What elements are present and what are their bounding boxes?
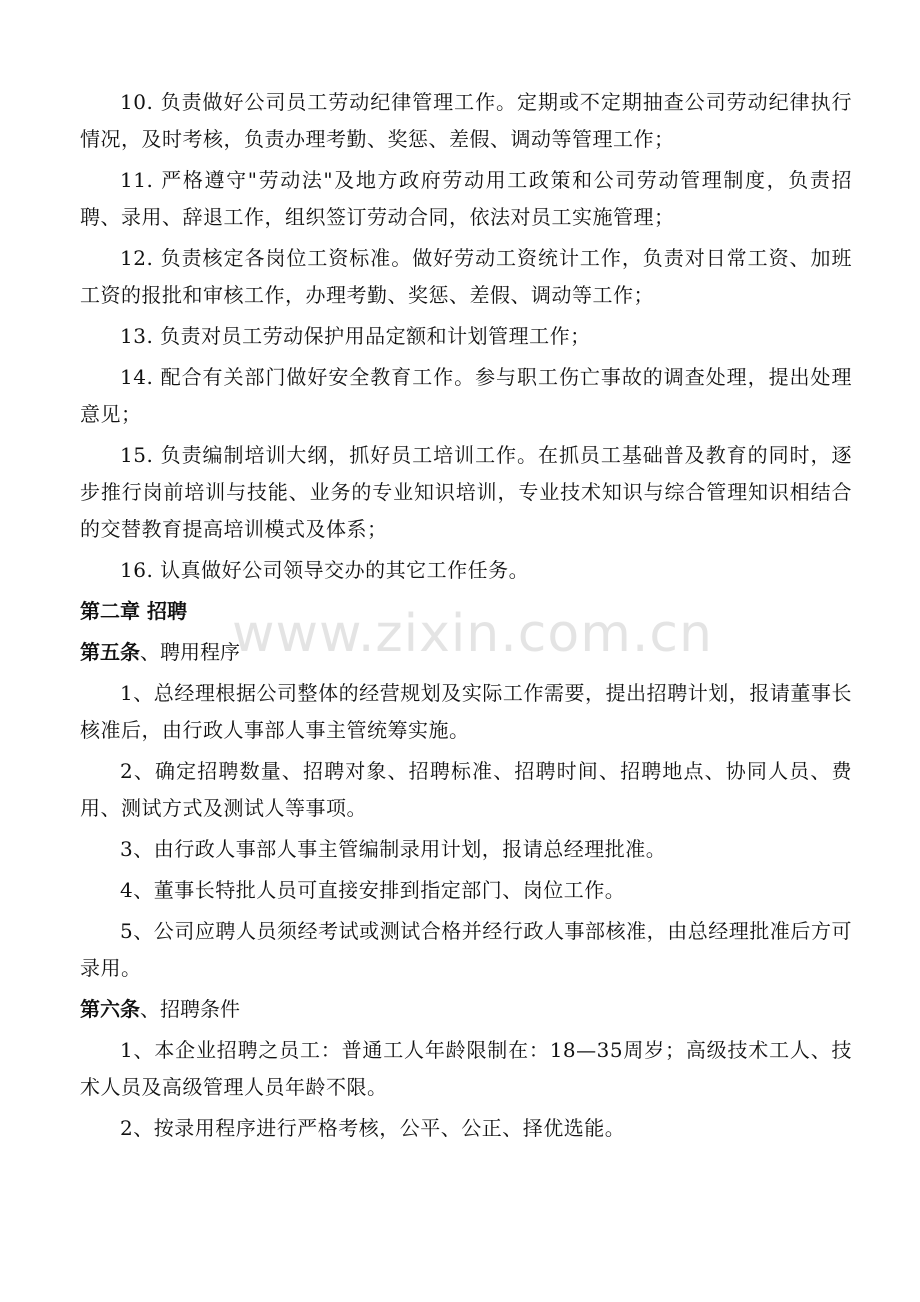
article-6-title: 、招聘条件 — [140, 997, 240, 1021]
duty-item-14: 14. 配合有关部门做好安全教育工作。参与职工伤亡事故的调查处理，提出处理意见； — [80, 365, 852, 426]
duty-item-12: 12. 负责核定各岗位工资标准。做好劳动工资统计工作，负责对日常工资、加班工资的报批和审核工作，办理考勤、奖惩、差假、调动等工作； — [80, 246, 852, 307]
watermark: www.zixin.com.cn — [232, 604, 713, 664]
duty-item-13: 13. 负责对员工劳动保护用品定额和计划管理工作； — [120, 324, 591, 348]
chapter-heading — [80, 593, 852, 630]
chapter-title: 第二章 招聘 — [80, 599, 187, 623]
article-5-heading — [80, 634, 852, 671]
article-6-item: 2、按录用程序进行严格考核，公平、公正、择优选能。 — [120, 1116, 626, 1140]
article-6-item: 1、本企业招聘之员工：普通工人年龄限制在：18—35周岁；高级技术工人、技术人员及高级管理人员年龄不限。 — [80, 1038, 852, 1099]
article-5-title: 、聘用程序 — [140, 640, 240, 664]
article-5-label: 第五条 — [80, 640, 140, 664]
article-6-heading — [80, 991, 852, 1028]
article-5-item: 5、公司应聘人员须经考试或测试合格并经行政人事部核准，由总经理批准后方可录用。 — [80, 919, 852, 980]
article-5-item: 4、董事长特批人员可直接安排到指定部门、岗位工作。 — [120, 878, 626, 902]
article-5-item: 3、由行政人事部人事主管编制录用计划，报请总经理批准。 — [120, 837, 667, 861]
article-5-item: 1、总经理根据公司整体的经营规划及实际工作需要，提出招聘计划，报请董事长核准后，由行政人事部人事主管统筹实施。 — [80, 681, 852, 742]
duty-item-15: 15. 负责编制培训大纲，抓好员工培训工作。在抓员工基础普及教育的同时，逐步推行岗前培训与技能、业务的专业知识培训，专业技术知识与综合管理知识相结合的交替教育提高培训模式及体系； — [80, 443, 852, 541]
duty-item-16: 16. 认真做好公司领导交办的其它工作任务。 — [120, 558, 530, 582]
duty-item-10: 10. 负责做好公司员工劳动纪律管理工作。定期或不定期抽查公司劳动纪律执行情况，及时考核，负责办理考勤、奖惩、差假、调动等管理工作； — [80, 90, 852, 151]
article-5-item: 2、确定招聘数量、招聘对象、招聘标准、招聘时间、招聘地点、协同人员、费用、测试方式及测试人等事项。 — [80, 759, 852, 820]
document-page — [80, 84, 852, 1147]
duty-item-11: 11. 严格遵守"劳动法"及地方政府劳动用工政策和公司劳动管理制度，负责招聘、录用、辞退工作，组织签订劳动合同，依法对员工实施管理； — [80, 168, 852, 229]
article-6-label: 第六条 — [80, 997, 140, 1021]
